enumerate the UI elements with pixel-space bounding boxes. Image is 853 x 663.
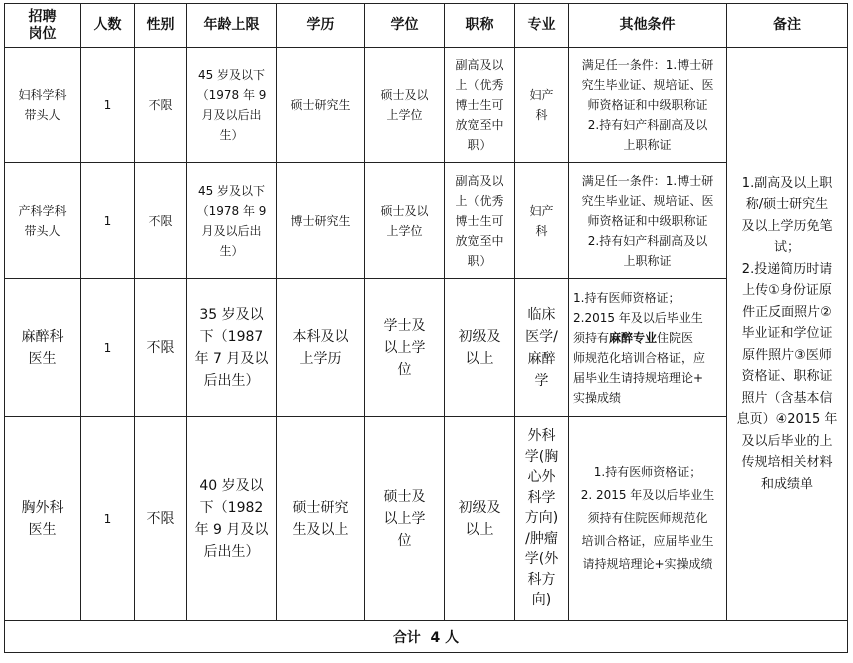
cell-gender: 不限 <box>135 163 187 279</box>
condition-line: 2.持有妇产科副高及以 <box>587 118 708 132</box>
header-major: 专业 <box>515 4 569 48</box>
cell-degree: 硕士及 以上学 位 <box>365 417 445 621</box>
condition-line: 满足任一条件：1.博士研 <box>581 173 714 188</box>
header-title: 职称 <box>445 4 515 48</box>
cell-count: 1 <box>81 279 135 417</box>
cell-age: 40 岁及以 下（1982 年 9 月及以 后出生） <box>187 417 277 621</box>
cell-major: 妇产 科 <box>515 163 569 279</box>
header-age: 年龄上限 <box>187 4 277 48</box>
cell-education: 硕士研究生 <box>277 48 365 163</box>
total-row <box>5 621 848 653</box>
header-conditions: 其他条件 <box>569 4 727 48</box>
cell-age: 45 岁及以下 （1978 年 9 月及以后出 生） <box>187 48 277 163</box>
header-gender: 性别 <box>135 4 187 48</box>
header-education: 学历 <box>277 4 365 48</box>
header-count: 人数 <box>81 4 135 48</box>
cell-age: 45 岁及以下 （1978 年 9 月及以后出 生） <box>187 163 277 279</box>
cell-major: 妇产 科 <box>515 48 569 163</box>
condition-line: 1.持有医师资格证； <box>593 465 702 479</box>
header-remark: 备注 <box>727 4 848 48</box>
recruitment-table <box>4 3 848 653</box>
table-row <box>5 279 848 417</box>
cell-position: 产科学科 带头人 <box>5 163 81 279</box>
cell-education: 博士研究生 <box>277 163 365 279</box>
cell-education: 本科及以 上学历 <box>277 279 365 417</box>
cell-count: 1 <box>81 417 135 621</box>
cell-major: 外科 学(胸 心外 科学 方向) /肿瘤 学(外 科方 向) <box>515 417 569 621</box>
table-row <box>5 163 848 279</box>
cell-title: 副高及以 上（优秀 博士生可 放宽至中 职） <box>445 48 515 163</box>
cell-degree: 硕士及以 上学位 <box>365 163 445 279</box>
condition-highlight: 麻醉专业 <box>609 330 658 345</box>
cell-position: 麻醉科 医生 <box>5 279 81 417</box>
condition-line: 师资格证和中级职称证 <box>587 98 708 112</box>
cell-conditions <box>569 48 727 163</box>
condition-line: 请持规培理论+实操成绩 <box>582 557 713 571</box>
table-row <box>5 48 848 163</box>
cell-major: 临床 医学/ 麻醉 学 <box>515 279 569 417</box>
condition-line: 须持有住院医师规范化 <box>587 511 708 525</box>
header-position: 招聘 岗位 <box>5 4 81 48</box>
cell-position: 胸外科 医生 <box>5 417 81 621</box>
header-row <box>5 4 848 48</box>
condition-line: 2. 2015 年及以后毕业生 <box>580 488 715 502</box>
condition-line: 上职称证 <box>623 253 672 268</box>
cell-age: 35 岁及以 下（1987 年 7 月及以 后出生） <box>187 279 277 417</box>
cell-gender: 不限 <box>135 279 187 417</box>
cell-title: 副高及以 上（优秀 博士生可 放宽至中 职） <box>445 163 515 279</box>
condition-line: 究生毕业证、规培证、医 <box>581 193 714 208</box>
cell-degree: 学士及 以上学 位 <box>365 279 445 417</box>
condition-line: 究生毕业证、规培证、医 <box>581 78 714 92</box>
cell-conditions <box>569 417 727 621</box>
total-cell: 合计 4 人 <box>5 621 848 653</box>
cell-position: 妇科学科 带头人 <box>5 48 81 163</box>
cell-gender: 不限 <box>135 48 187 163</box>
condition-line: 师资格证和中级职称证 <box>587 213 708 228</box>
cell-conditions <box>569 163 727 279</box>
table-row <box>5 417 848 621</box>
condition-line: 满足任一条件：1.博士研 <box>581 58 714 72</box>
condition-line: 培训合格证，应届毕业生 <box>581 534 714 548</box>
cell-education: 硕士研究 生及以上 <box>277 417 365 621</box>
cell-title: 初级及 以上 <box>445 417 515 621</box>
cell-degree: 硕士及以 上学位 <box>365 48 445 163</box>
header-degree: 学位 <box>365 4 445 48</box>
cell-count: 1 <box>81 48 135 163</box>
condition-line: 上职称证 <box>623 138 672 152</box>
condition-text: 1.持有医师资格证； 2.2015 年及以后毕业生 须持有 <box>573 290 703 345</box>
condition-text: 住院医 师规范化培训合格证，应 届毕业生请持规培理论+ 实操成绩 <box>573 330 706 405</box>
cell-title: 初级及 以上 <box>445 279 515 417</box>
cell-remark: 1.副高及以上职 称/硕士研究生 及以上学历免笔 试； 2.投递简历时请 上传①身份证原 件正反面照片② 毕业证和学位证 原件照片③医师 资格证、职称证 照片（含基本信 息页）④2015 年 及以后毕业的上 传规培相关材料 和成绩单 <box>727 48 848 621</box>
condition-line: 2.持有妇产科副高及以 <box>587 233 708 248</box>
cell-conditions <box>569 279 727 417</box>
cell-gender: 不限 <box>135 417 187 621</box>
cell-count: 1 <box>81 163 135 279</box>
